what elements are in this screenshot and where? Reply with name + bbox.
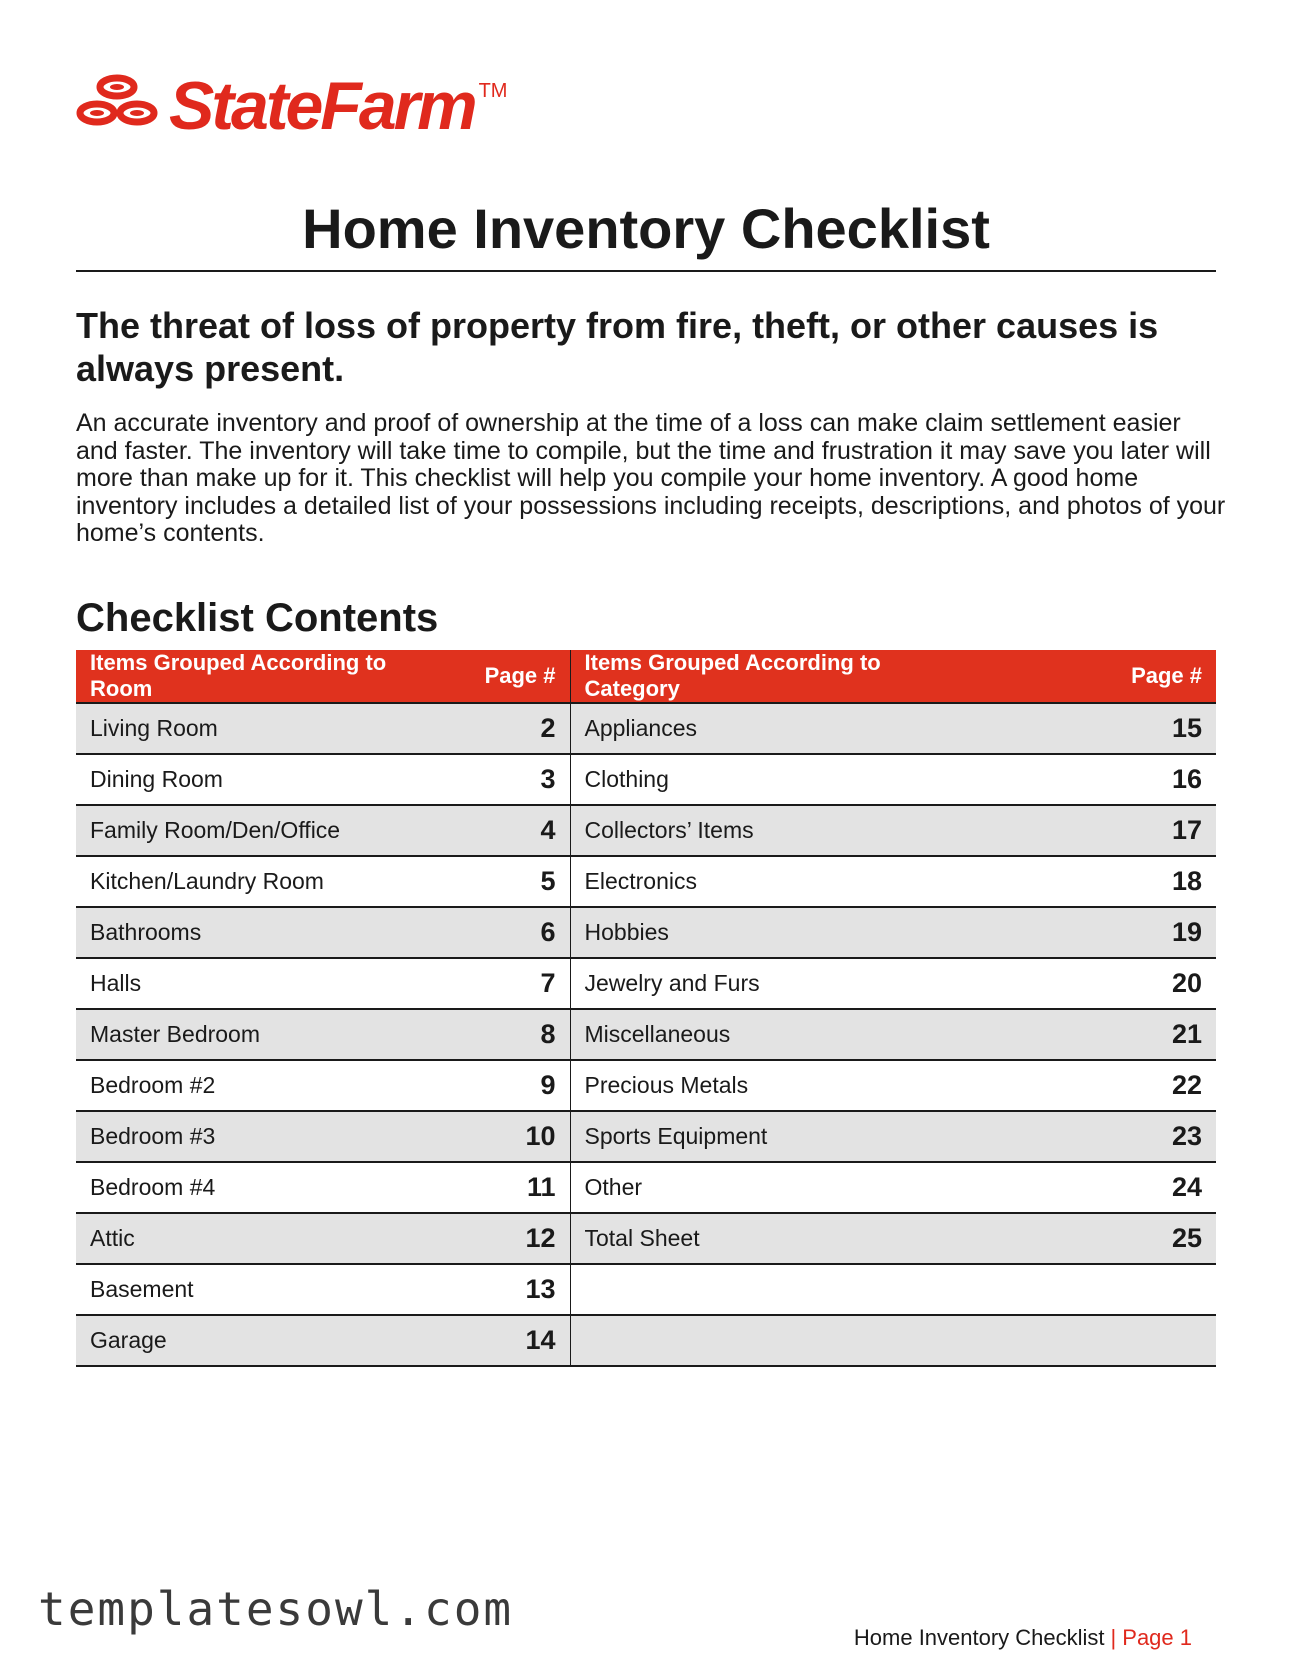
category-name-cell: Sports Equipment — [570, 1111, 990, 1162]
category-name-cell: Miscellaneous — [570, 1009, 990, 1060]
category-name-cell: Electronics — [570, 856, 990, 907]
room-page-cell: 3 — [461, 754, 570, 805]
room-name-cell: Basement — [76, 1264, 461, 1315]
room-name-cell: Kitchen/Laundry Room — [76, 856, 461, 907]
title-divider — [76, 270, 1216, 272]
checklist-contents-heading: Checklist Contents — [76, 596, 439, 640]
table-row — [76, 754, 1216, 805]
room-page-cell: 8 — [461, 1009, 570, 1060]
room-page-cell: 10 — [461, 1111, 570, 1162]
room-name-cell: Bedroom #2 — [76, 1060, 461, 1111]
footer-page-number: Page 1 — [1122, 1625, 1192, 1650]
category-name-cell: Collectors’ Items — [570, 805, 990, 856]
category-page-cell: 15 — [990, 703, 1216, 754]
category-page-cell: 21 — [990, 1009, 1216, 1060]
footer-title: Home Inventory Checklist — [853, 1625, 1105, 1650]
room-page-cell: 7 — [461, 958, 570, 1009]
intro-paragraph: An accurate inventory and proof of ownership at the time of a loss can make claim settlement easier and faster. The inventory will take time to compile, but the time and frustration it may save you later will more than make up for it. This checklist will help you compile your home inventory. A good home inventory includes a detailed list of your possessions including receipts, descriptions, and photos of your home’s contents. — [76, 409, 1226, 547]
category-page-cell: 19 — [990, 907, 1216, 958]
category-page-cell: 18 — [990, 856, 1216, 907]
category-name-cell: Hobbies — [570, 907, 990, 958]
category-name-cell: Other — [570, 1162, 990, 1213]
watermark-text: templatesowl.com — [38, 1582, 514, 1636]
room-name-cell: Dining Room — [76, 754, 461, 805]
category-name-cell — [570, 1315, 990, 1366]
table-row — [76, 1315, 1216, 1366]
page-title: Home Inventory Checklist — [302, 197, 990, 260]
room-name-cell: Master Bedroom — [76, 1009, 461, 1060]
footer-separator: | — [1110, 1625, 1117, 1650]
category-page-cell: 25 — [990, 1213, 1216, 1264]
room-page-cell: 2 — [461, 703, 570, 754]
room-page-cell: 12 — [461, 1213, 570, 1264]
table-row — [76, 907, 1216, 958]
room-name-cell: Family Room/Den/Office — [76, 805, 461, 856]
category-page-cell: 24 — [990, 1162, 1216, 1213]
room-page-cell: 4 — [461, 805, 570, 856]
category-name-cell: Jewelry and Furs — [570, 958, 990, 1009]
column-header-category-page: Page # — [990, 650, 1216, 703]
table-row — [76, 703, 1216, 754]
room-name-cell: Attic — [76, 1213, 461, 1264]
logo-trademark: TM — [478, 80, 508, 102]
table-row — [76, 958, 1216, 1009]
table-row — [76, 856, 1216, 907]
room-name-cell: Bedroom #4 — [76, 1162, 461, 1213]
room-name-cell: Bathrooms — [76, 907, 461, 958]
column-header-room-page: Page # — [461, 650, 570, 703]
three-ovals-icon — [75, 72, 159, 132]
room-page-cell: 6 — [461, 907, 570, 958]
category-name-cell — [570, 1264, 990, 1315]
intro-heading: The threat of loss of property from fire, theft, or other causes is always present. — [76, 305, 1159, 389]
category-page-cell: 20 — [990, 958, 1216, 1009]
table-row — [76, 805, 1216, 856]
room-name-cell: Halls — [76, 958, 461, 1009]
room-page-cell: 13 — [461, 1264, 570, 1315]
logo-wordmark: StateFarm — [169, 68, 475, 144]
page-footer — [854, 1625, 1192, 1651]
category-name-cell: Precious Metals — [570, 1060, 990, 1111]
room-page-cell: 11 — [461, 1162, 570, 1213]
table-row — [76, 1213, 1216, 1264]
category-page-cell — [990, 1264, 1216, 1315]
table-header-row — [76, 650, 1216, 703]
room-page-cell: 9 — [461, 1060, 570, 1111]
category-page-cell: 22 — [990, 1060, 1216, 1111]
category-page-cell: 17 — [990, 805, 1216, 856]
category-name-cell: Clothing — [570, 754, 990, 805]
room-name-cell: Living Room — [76, 703, 461, 754]
column-header-room: Items Grouped According to Room — [76, 650, 461, 703]
category-page-cell: 23 — [990, 1111, 1216, 1162]
room-page-cell: 14 — [461, 1315, 570, 1366]
state-farm-logo — [75, 68, 508, 144]
room-page-cell: 5 — [461, 856, 570, 907]
room-name-cell: Bedroom #3 — [76, 1111, 461, 1162]
table-row — [76, 1111, 1216, 1162]
category-page-cell: 16 — [990, 754, 1216, 805]
category-name-cell: Appliances — [570, 703, 990, 754]
column-header-category: Items Grouped According to Category — [570, 650, 990, 703]
checklist-contents-table — [76, 650, 1216, 1367]
table-row — [76, 1060, 1216, 1111]
room-name-cell: Garage — [76, 1315, 461, 1366]
table-row — [76, 1264, 1216, 1315]
category-name-cell: Total Sheet — [570, 1213, 990, 1264]
table-row — [76, 1162, 1216, 1213]
table-row — [76, 1009, 1216, 1060]
category-page-cell — [990, 1315, 1216, 1366]
